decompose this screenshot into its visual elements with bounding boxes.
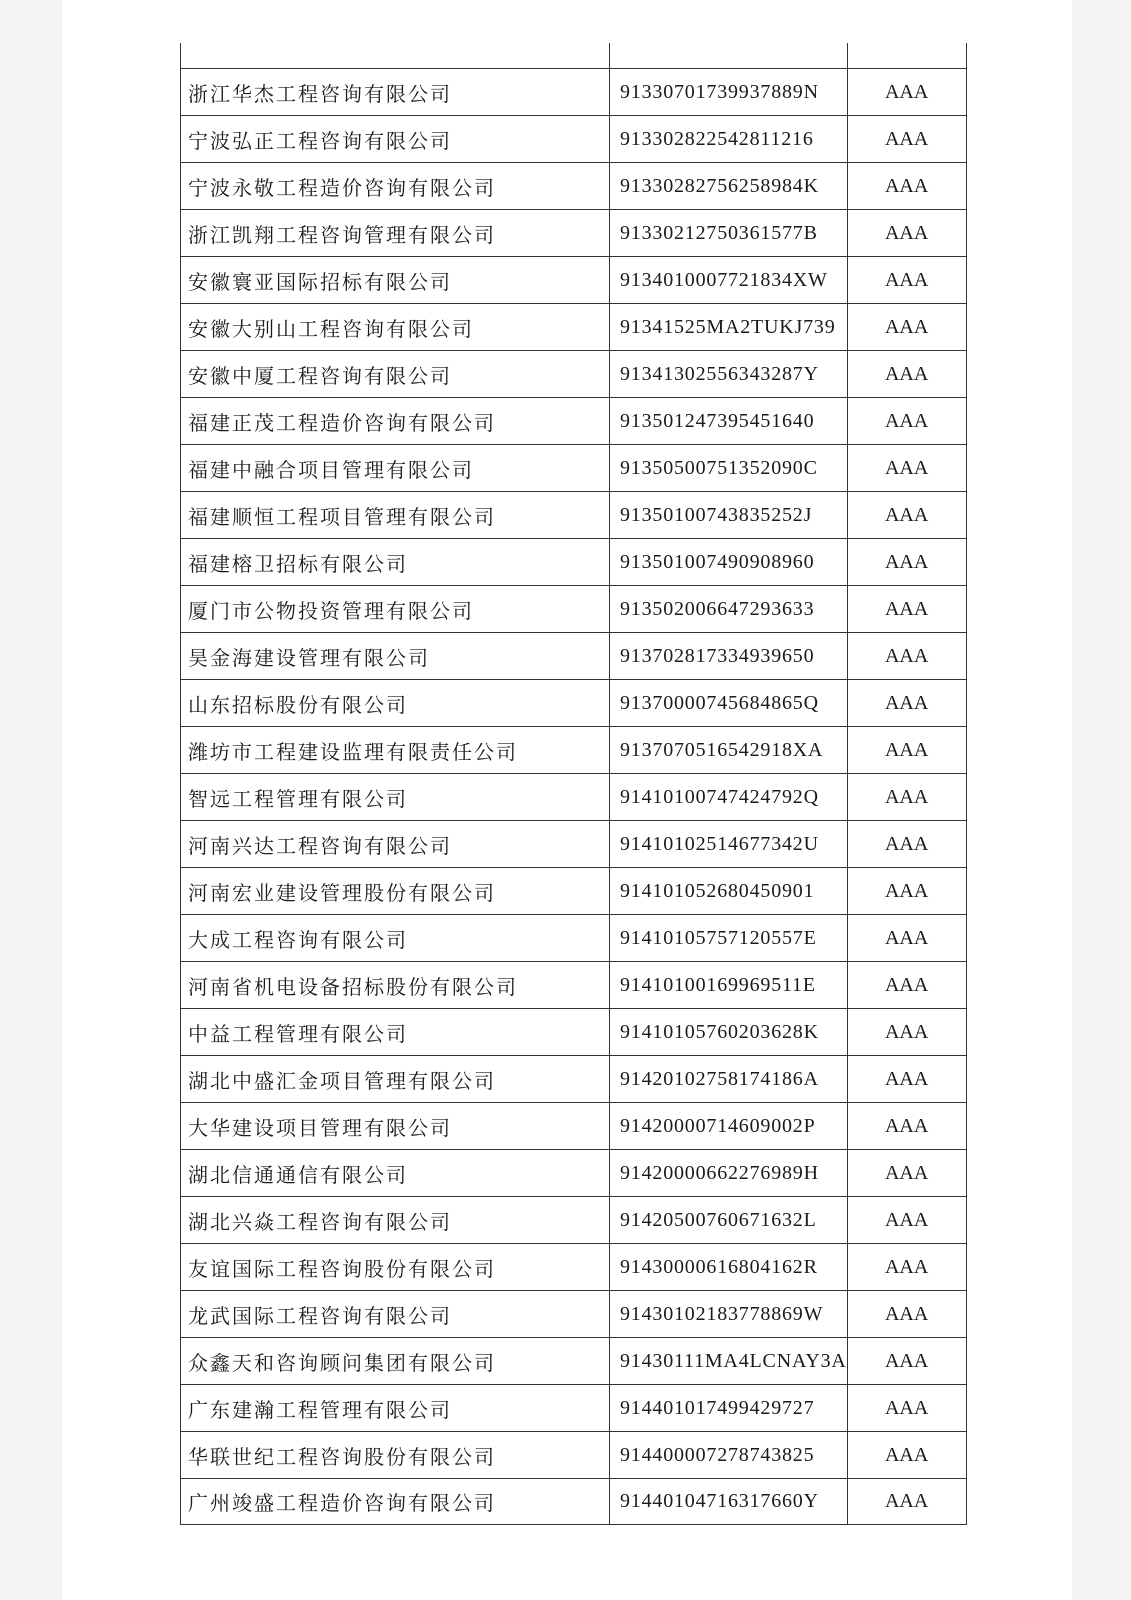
table-row — [181, 1432, 967, 1479]
table-row — [181, 492, 967, 539]
company-name: 湖北兴焱工程咨询有限公司 — [181, 1197, 610, 1244]
credit-level: AAA — [847, 210, 966, 257]
table-row — [181, 351, 967, 398]
company-name: 浙江凯翔工程咨询管理有限公司 — [181, 210, 610, 257]
company-name: 河南宏业建设管理股份有限公司 — [181, 868, 610, 915]
table-row — [181, 1479, 967, 1525]
credit-level: AAA — [847, 351, 966, 398]
credit-level: AAA — [847, 1150, 966, 1197]
credit-level: AAA — [847, 116, 966, 163]
credit-level: AAA — [847, 1244, 966, 1291]
table-row — [181, 398, 967, 445]
company-name: 河南兴达工程咨询有限公司 — [181, 821, 610, 868]
table-row — [181, 633, 967, 680]
credit-level: AAA — [847, 821, 966, 868]
credit-code: 913501007490908960 — [610, 539, 848, 586]
company-name: 宁波永敬工程造价咨询有限公司 — [181, 163, 610, 210]
credit-code: 91420000714609002P — [610, 1103, 848, 1150]
company-name: 大成工程咨询有限公司 — [181, 915, 610, 962]
credit-level: AAA — [847, 1009, 966, 1056]
credit-level: AAA — [847, 774, 966, 821]
company-name: 广东建瀚工程管理有限公司 — [181, 1385, 610, 1432]
table-row — [181, 821, 967, 868]
credit-level: AAA — [847, 680, 966, 727]
credit-code: 913302822542811216 — [610, 116, 848, 163]
company-name: 广州竣盛工程造价咨询有限公司 — [181, 1479, 610, 1525]
table-row — [181, 962, 967, 1009]
credit-level: AAA — [847, 1385, 966, 1432]
table-row — [181, 680, 967, 727]
credit-level: AAA — [847, 915, 966, 962]
credit-code: 91370000745684865Q — [610, 680, 848, 727]
company-name: 众鑫天和咨询顾问集团有限公司 — [181, 1338, 610, 1385]
table-row — [181, 1338, 967, 1385]
credit-code: 91341525MA2TUKJ739 — [610, 304, 848, 351]
table-row — [181, 1385, 967, 1432]
credit-code: 91410102514677342U — [610, 821, 848, 868]
cut-off-cell — [847, 43, 966, 69]
company-name: 大华建设项目管理有限公司 — [181, 1103, 610, 1150]
table-row — [181, 774, 967, 821]
cut-off-cell — [610, 43, 848, 69]
credit-code: 914401017499429727 — [610, 1385, 848, 1432]
table-row — [181, 69, 967, 116]
company-name: 华联世纪工程咨询股份有限公司 — [181, 1432, 610, 1479]
table-row — [181, 868, 967, 915]
table-row — [181, 1056, 967, 1103]
credit-code: 91350500751352090C — [610, 445, 848, 492]
table-row — [181, 586, 967, 633]
credit-code: 91420500760671632L — [610, 1197, 848, 1244]
table-row — [181, 257, 967, 304]
credit-level: AAA — [847, 492, 966, 539]
company-name: 福建榕卫招标有限公司 — [181, 539, 610, 586]
credit-level: AAA — [847, 1479, 966, 1525]
company-name: 安徽中厦工程咨询有限公司 — [181, 351, 610, 398]
company-name: 厦门市公物投资管理有限公司 — [181, 586, 610, 633]
company-name: 中益工程管理有限公司 — [181, 1009, 610, 1056]
credit-level: AAA — [847, 398, 966, 445]
credit-code: 914400007278743825 — [610, 1432, 848, 1479]
credit-level: AAA — [847, 1432, 966, 1479]
credit-code: 91430102183778869W — [610, 1291, 848, 1338]
table-row — [181, 915, 967, 962]
credit-level: AAA — [847, 1291, 966, 1338]
credit-level: AAA — [847, 257, 966, 304]
credit-code: 91430000616804162R — [610, 1244, 848, 1291]
company-name: 安徽大别山工程咨询有限公司 — [181, 304, 610, 351]
cut-off-cell — [181, 43, 610, 69]
table-row — [181, 304, 967, 351]
company-name: 安徽寰亚国际招标有限公司 — [181, 257, 610, 304]
table-row — [181, 210, 967, 257]
credit-level: AAA — [847, 539, 966, 586]
company-name: 昊金海建设管理有限公司 — [181, 633, 610, 680]
company-name: 宁波弘正工程咨询有限公司 — [181, 116, 610, 163]
credit-code: 91420102758174186A — [610, 1056, 848, 1103]
company-name: 河南省机电设备招标股份有限公司 — [181, 962, 610, 1009]
table-row — [181, 116, 967, 163]
credit-level: AAA — [847, 1197, 966, 1244]
table-row-partial — [181, 43, 967, 69]
credit-code: 91330282756258984K — [610, 163, 848, 210]
table-row — [181, 539, 967, 586]
credit-level: AAA — [847, 1056, 966, 1103]
company-name: 湖北中盛汇金项目管理有限公司 — [181, 1056, 610, 1103]
table-row — [181, 1009, 967, 1056]
company-name: 智远工程管理有限公司 — [181, 774, 610, 821]
credit-code: 91440104716317660Y — [610, 1479, 848, 1525]
company-name: 友谊国际工程咨询股份有限公司 — [181, 1244, 610, 1291]
credit-code: 91330701739937889N — [610, 69, 848, 116]
table-row — [181, 1197, 967, 1244]
table-row — [181, 445, 967, 492]
company-name: 福建中融合项目管理有限公司 — [181, 445, 610, 492]
credit-code: 91410105760203628K — [610, 1009, 848, 1056]
credit-code: 913502006647293633 — [610, 586, 848, 633]
credit-code: 91350100743835252J — [610, 492, 848, 539]
company-credit-table — [180, 43, 967, 1525]
company-name: 潍坊市工程建设监理有限责任公司 — [181, 727, 610, 774]
credit-level: AAA — [847, 868, 966, 915]
company-name: 龙武国际工程咨询有限公司 — [181, 1291, 610, 1338]
credit-level: AAA — [847, 69, 966, 116]
company-name: 福建正茂工程造价咨询有限公司 — [181, 398, 610, 445]
table-row — [181, 727, 967, 774]
credit-level: AAA — [847, 586, 966, 633]
table-row — [181, 1150, 967, 1197]
table-body — [181, 43, 967, 1525]
credit-code: 91410105757120557E — [610, 915, 848, 962]
credit-level: AAA — [847, 962, 966, 1009]
credit-code: 913702817334939650 — [610, 633, 848, 680]
credit-code: 9137070516542918XA — [610, 727, 848, 774]
credit-level: AAA — [847, 163, 966, 210]
table-row — [181, 163, 967, 210]
credit-code: 91341302556343287Y — [610, 351, 848, 398]
credit-code: 91330212750361577B — [610, 210, 848, 257]
credit-code: 91420000662276989H — [610, 1150, 848, 1197]
credit-code: 91410100169969511E — [610, 962, 848, 1009]
credit-level: AAA — [847, 727, 966, 774]
company-name: 福建顺恒工程项目管理有限公司 — [181, 492, 610, 539]
credit-level: AAA — [847, 445, 966, 492]
credit-level: AAA — [847, 1103, 966, 1150]
table-row — [181, 1291, 967, 1338]
table-row — [181, 1244, 967, 1291]
company-name: 浙江华杰工程咨询有限公司 — [181, 69, 610, 116]
table-row — [181, 1103, 967, 1150]
company-name: 山东招标股份有限公司 — [181, 680, 610, 727]
credit-level: AAA — [847, 633, 966, 680]
credit-code: 91410100747424792Q — [610, 774, 848, 821]
company-name: 湖北信通通信有限公司 — [181, 1150, 610, 1197]
credit-code: 913501247395451640 — [610, 398, 848, 445]
credit-code: 91430111MA4LCNAY3A — [610, 1338, 848, 1385]
credit-level: AAA — [847, 1338, 966, 1385]
credit-level: AAA — [847, 304, 966, 351]
credit-code: 9134010007721834XW — [610, 257, 848, 304]
credit-code: 914101052680450901 — [610, 868, 848, 915]
